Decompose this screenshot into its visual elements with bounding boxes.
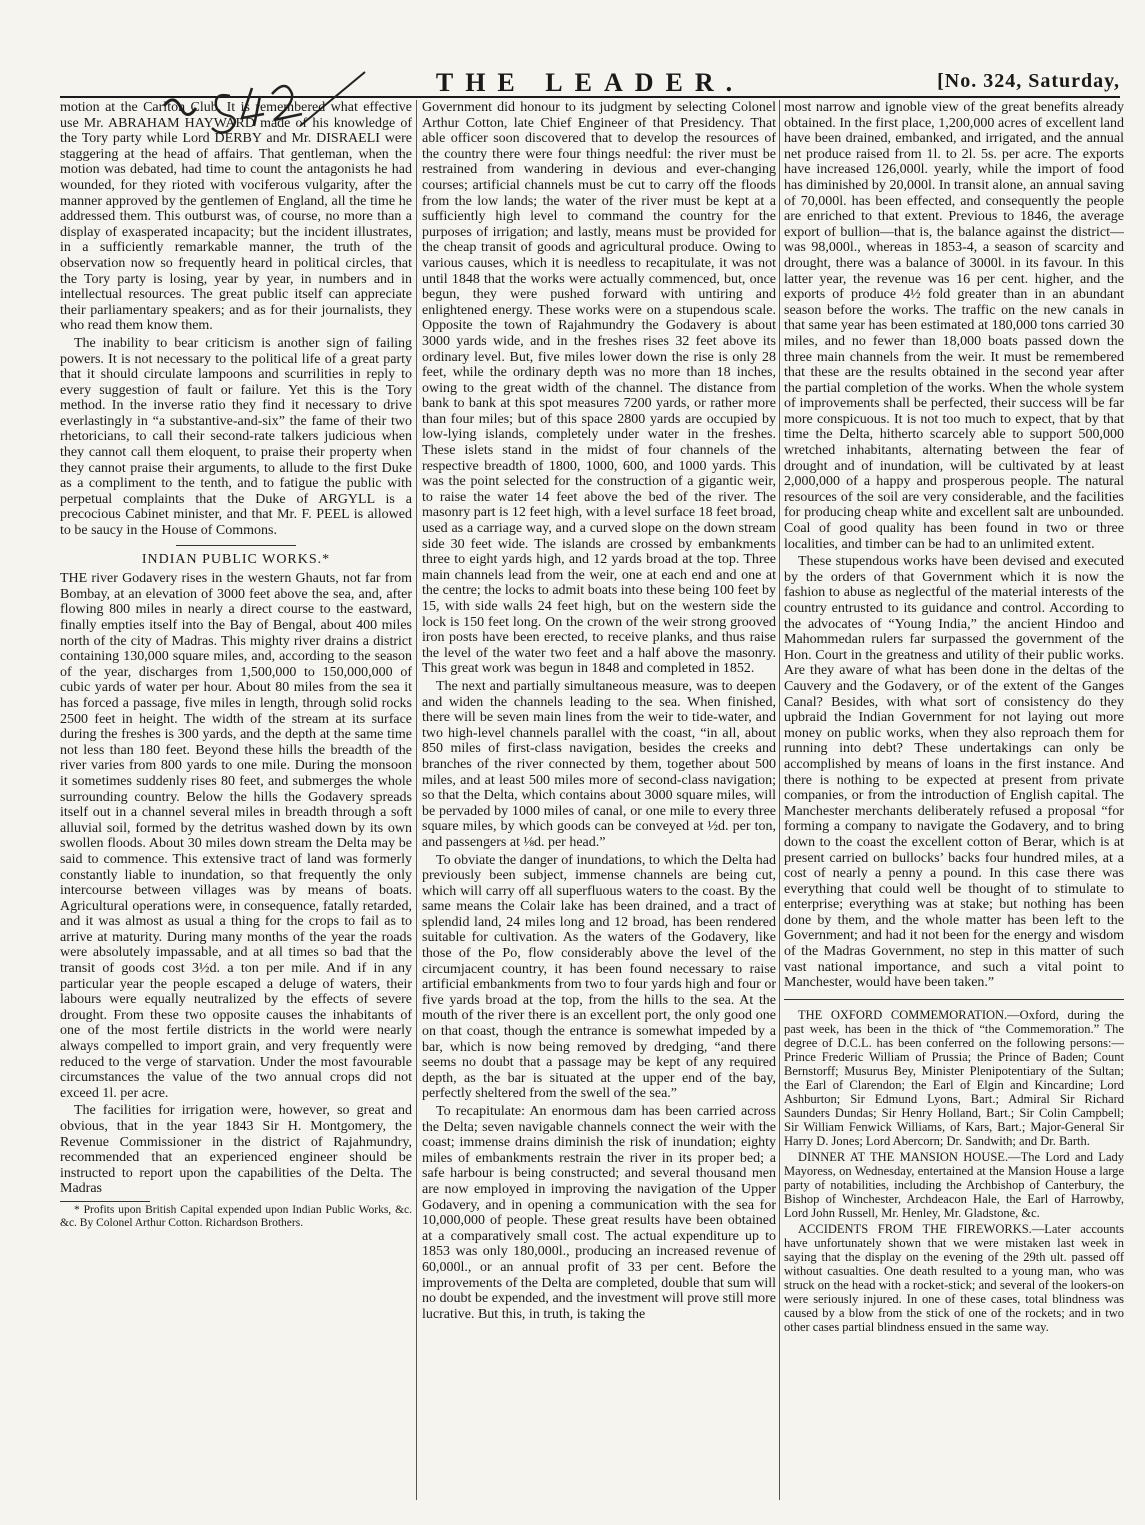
footnote: * Profits upon British Capital expended upon Indian Public Works, &c. &c. By Colonel Arthur Cotton. Richardson Brothers. [60, 1203, 412, 1229]
paragraph: The next and partially simultaneous measure, was to deepen and widen the channels leading to the sea. When finished, there will be seven main lines from the weir to tide-water, and two high-level channels parallel with the coast, “in all, about 850 miles of first-class navigation, besides the creeks and branches of the river connected by them, together about 500 miles, and at least 500 miles more of second-class navigation; so that the Delta, which contains about 3000 square miles, will be pervaded by 1000 miles of canal, or one mile to every three square miles, by which goods can be conveyed at ½d. per ton, and passengers at ⅛d. per head.” [422, 678, 776, 850]
section-divider [784, 999, 1124, 1000]
column-divider [779, 100, 780, 1500]
paragraph: To recapitulate: An enormous dam has been carried across the Delta; seven navigable channels connect the weir with the coast; immense drains diminish the risk of inundation; eighty miles of embankments restrain the river in its proper bed; a safe harbour is being constructed; and several thousand men are now employed in improving the navigation of the Upper Godavery, and in opening a communication with the sea for 10,000,000 of people. These great results have been obtained at a comparatively small cost. The actual expenditure up to 1853 was only 180,000l., producing an increased revenue of 60,000l., or an annual profit of 33 per cent. Before the improvements of the Delta are completed, double that sum will no doubt be expended, and the investment will prove still more lucrative. But this, in truth, is taking the [422, 1104, 776, 1322]
masthead [60, 60, 1120, 98]
paragraph: The inability to bear criticism is another sign of failing powers. It is not necessary to the political life of a great party that it should circulate lampoons and scurrilities in reply to every suggestion of fault or failure. Yet this is the Tory method. In the inverse ratio they find it necessary to drive everlastingly in “a substantive-and-six” the fame of their two rhetoricians, to call their second-rate talkers judicious when they cannot call them eloquent, to praise their property when they cannot praise their arguments, to allude to the first Duke as a compliment to the tenth, and to fatigue the public with perpetual complaints that the Duke of ARGYLL is a precocious Cabinet minister, and that Mr. F. PEEL is allowed to be saucy in the House of Commons. [60, 335, 412, 539]
paragraph: motion at the Carlton Club. It is remembered what effective use Mr. ABRAHAM HAYWARD made of his knowledge of the Tory party while Lord DERBY and Mr. DISRAELI were staggering at the head of affairs. That gentleman, when the motion was debated, had time to count the antagonists he had wounded, for they rioted with vociferous vulgarity, after the manner approved by the gentlemen of England, all the time he addressed them. This outburst was, of course, no more than a display of exasperated incapacity; but the incident illustrates, in a sufficiently remarkable manner, the truth of the observation now so frequently heard in political circles, that the Tory party is losing, year by year, in numbers and in intellectual resources. The great public itself can appreciate their parliamentary speakers; and as for their journalists, they who read them know them. [60, 100, 412, 334]
paragraph: The facilities for irrigation were, however, so great and obvious, that in the year 1843 Sir H. Montgomery, the Revenue Commissioner in the district of Rajahmundry, recommended that an experienced engineer should be instructed to report upon the capabilities of the Delta. The Madras [60, 1103, 412, 1197]
news-item: ACCIDENTS FROM THE FIREWORKS.—Later accounts have unfortunately shown that we were mistaken last week in saying that the display on the evening of the 29th ult. passed off without casualties. One death resulted to a young man, who was struck on the head with a rocket-stick; and several of the lookers-on were seriously injured. In one of these cases, total blindness was caused by a blow from the stick of one of the rockets; and in two other cases partial blindness ensued in the same way. [784, 1221, 1124, 1334]
column-1 [60, 100, 412, 1500]
news-items [784, 1008, 1124, 1334]
paragraph: Government did honour to its judgment by selecting Colonel Arthur Cotton, late Chief Engineer of that Presidency. That able officer soon discovered that to develop the resources of the country there were four things needful: the river must be restrained from wandering in devious and ever-changing courses; artificial channels must be cut to carry off the floods from the low lands; the water of the river must be kept at a sufficiently high level to command the country for the purposes of irrigation; and lastly, means must be provided for the cheap transit of goods and agricultural produce. Owing to various causes, which it is needless to recapitulate, it was not until 1848 that the works were actually commenced, but, once begun, they were pushed forward with untiring and enlightened energy. These works were on a stupendous scale. Opposite the town of Rajahmundry the Godavery is about 3000 yards wide, and in the freshes rises 32 feet above its ordinary level. But, five miles lower down the rise is only 28 feet, while the ordinary depth was no more than 18 inches, owing to the great width of the channel. The distance from bank to bank at this spot measures 7200 yards, or rather more than four miles; but of this space 2800 yards are occupied by low-lying islands, completely under water in the freshes. These islets stand in the midst of four channels of the respective breadth of 1800, 1000, 600, and 1000 yards. This was the point selected for the construction of a gigantic weir, to raise the water 14 feet above the bed of the river. The masonry part is 12 feet high, with a level surface 18 feet broad, used as a carriage way, and a curved slope on the down stream side 30 feet wide. The islands are crossed by embankments three to eight yards high, and 12 yards broad at the top. Three main channels lead from the weir, one at each end and one at the centre; the locks to admit boats into these being 100 feet by 15, with side walls 24 feet high, but on the western side the lock is 150 feet long. On the crown of the weir strong grooved iron posts have been erected, to receive planks, and thus raise the level of the water two feet and a half above the masonry. This great work was begun in 1848 and completed in 1852. [422, 100, 776, 677]
masthead-title: THE LEADER. [435, 68, 745, 97]
paragraph: THE river Godavery rises in the western Ghauts, not far from Bombay, at an elevation of 3000 feet above the sea, and, after flowing 800 miles in nearly a direct course to the eastward, finally empties itself into the Bay of Bengal, about 400 miles north of the city of Madras. This mighty river drains a district containing 130,000 square miles, and, according to the season of the year, discharges from 1,500,000 to 150,000,000 of cubic yards of water per hour. About 80 miles from the sea it has forced a passage, five miles in length, through solid rocks 2500 feet in height. The width of the stream at its surface during the freshes is 300 yards, and the depth at the same time not less than 180 feet. Beyond these hills the breadth of the river varies from 800 yards to one mile. During the monsoon it sometimes suddenly rises 80 feet, and submerges the whole surrounding country. Below the hills the Godavery spreads itself out in a channel several miles in breadth through a soft alluvial soil, formed by the detritus washed down by its own swollen floods. About 30 miles down stream the Delta may be said to commence. This extensive tract of land was formerly constantly liable to inundation, so that frequently the only intercourse between villages was by means of boats. Agricultural operations were, in consequence, fatally retarded, and it was almost as usual a thing for the crops to fail as to arrive at maturity. During many months of the year the roads were absolutely impassable, and at all times so bad that the transit of goods cost 3½d. a ton per mile. And if in any particular year the people escaped a deluge of waters, their labours were equally neutralized by the effects of severe drought. From these two opposite causes the inhabitants of one of the most fertile districts in the world were nearly always compelled to import grain, and very frequently were reduced to the verge of starvation. Under the most favourable circumstances the value of the two annual crops did not exceed 1l. per acre. [60, 571, 412, 1101]
paragraph: most narrow and ignoble view of the great benefits already obtained. In the first place, 1,200,000 acres of excellent land have been drained, embanked, and irrigated, and the annual net produce raised from 1l. to 2l. 5s. per acre. The exports have increased 126,000l. yearly, while the import of food has diminished by 20,000l. In transit alone, an annual saving of 70,000l. has been effected, and consequently the people are enriched to that extent. Previous to 1846, the average export of bullion—that is, the balance against the district—was 98,000l., whereas in 1853-4, a season of scarcity and drought, there was a balance of 3000l. in its favour. In this latter year, the revenue was 16 per cent. higher, and the exports of produce 4½ fold greater than in an abundant season before the works. The traffic on the new canals in that same year has been estimated at 180,000 tons carried 30 miles, and no fewer than 18,000 boats passed down the three main channels from the weir. It must be remembered that these are the results obtained in the second year after the partial completion of the works. When the whole system of improvements shall be perfected, their success will be far more conspicuous. It is not too much to expect, that by that time the Delta, hitherto scarcely able to support 500,000 wretched inhabitants, alternating between the fear of drought and of inundation, will be cultivated by at least 2,000,000 of a happy and prosperous people. The natural resources of the soil are very considerable, and the facilities for producing cheap white and excellent salt are unbounded. Coal of good quality has been found in two or three localities, and timber can be had to an unlimited extent. [784, 100, 1124, 552]
news-item: THE OXFORD COMMEMORATION.—Oxford, during the past week, has been in the thick of “the Commemoration.” The degree of D.C.L. has been conferred on the following persons:—Prince Frederic William of Prussia; the Prince of Baden; Count Bernstorff; Musurus Bey, Minister Plenipotentiary of the Sultan; the Earl of Clarendon; the Earl of Elgin and Kincardine; Lord Ashburton; Sir Edmund Lyons, Bart.; Admiral Sir Richard Saunders Dundas; Sir Henry Holland, Bart.; Sir Colin Campbell; Sir William Fenwick Williams, of Kars, Bart.; Major-General Sir Harry D. Jones; Lord Abercorn; Dr. Sandwith; and Dr. Barth. [784, 1007, 1124, 1148]
column-3 [784, 100, 1124, 1500]
paragraph: These stupendous works have been devised and executed by the orders of that Government which it is now the fashion to abuse as neglectful of the material interests of the country entrusted to its guidance and control. According to the advocates of “Young India,” the ancient Hindoo and Mahommedan rulers far surpassed the government of the Hon. Court in the greatness and utility of their public works. Are they aware of what has been done in the deltas of the Cauvery and the Godavery, or of the extent of the Ganges Canal? Besides, with what sort of consistency do they upbraid the Indian Government for not laying out more money on public works, when they also reproach them for running into debt? These undertakings can only be accomplished by means of loans in the first instance. And there is nothing to be expected at present from private companies, or from the introduction of English capital. The Manchester merchants deliberately refused a proposal “for forming a company to navigate the Godavery, and to bring down to the coast the excellent cotton of Berar, which is at present carried on bullocks’ backs four hundred miles, at a cost of nearly a penny a pound. In this case there was everything that could well be thought of to stimulate to enterprise; everything was at stake; but nothing has been done by them, and the whole matter has been left to the Government; and had it not been for the energy and wisdom of the Madras Government, no step in this matter of such vast national importance, and such a vital point to Manchester, would have been taken.” [784, 554, 1124, 991]
issue-number: [No. 324, Saturday, [937, 70, 1120, 92]
column-2 [422, 100, 776, 1500]
paragraph: To obviate the danger of inundations, to which the Delta had previously been subject, immense channels are being cut, which will carry off all superfluous waters to the coast. By the same means the Colair lake has been drained, and a tract of splendid land, 24 miles long and 12 broad, has been rendered suitable for cultivation. As the waters of the Godavery, like those of the Po, flow considerably above the level of the circumjacent country, it has been found necessary to raise artificial embankments from two to four yards high and four or five yards broad at the top, from the hills to the sea. At the mouth of the river there is an excellent port, the only good one on that coast, though the entrance is somewhat impeded by a bar, which is now being removed by dredging, “and there seems no doubt that a passage may be kept of any required depth, as the bar is situated at the upper end of the bay, perfectly sheltered from the swell of the sea.” [422, 852, 776, 1102]
article-heading: INDIAN PUBLIC WORKS.* [141, 551, 331, 567]
footnote-divider [60, 1201, 150, 1202]
column-divider [416, 100, 417, 1500]
section-divider [176, 545, 296, 546]
news-item: DINNER AT THE MANSION HOUSE.—The Lord and Lady Mayoress, on Wednesday, entertained at the Mansion House a large party of notabilities, including the Archbishop of Canterbury, the Bishop of Winchester, Archdeacon Hale, the Earl of Harrowby, Lord John Russell, Mr. Henley, Mr. Gladstone, &c. [784, 1149, 1124, 1220]
